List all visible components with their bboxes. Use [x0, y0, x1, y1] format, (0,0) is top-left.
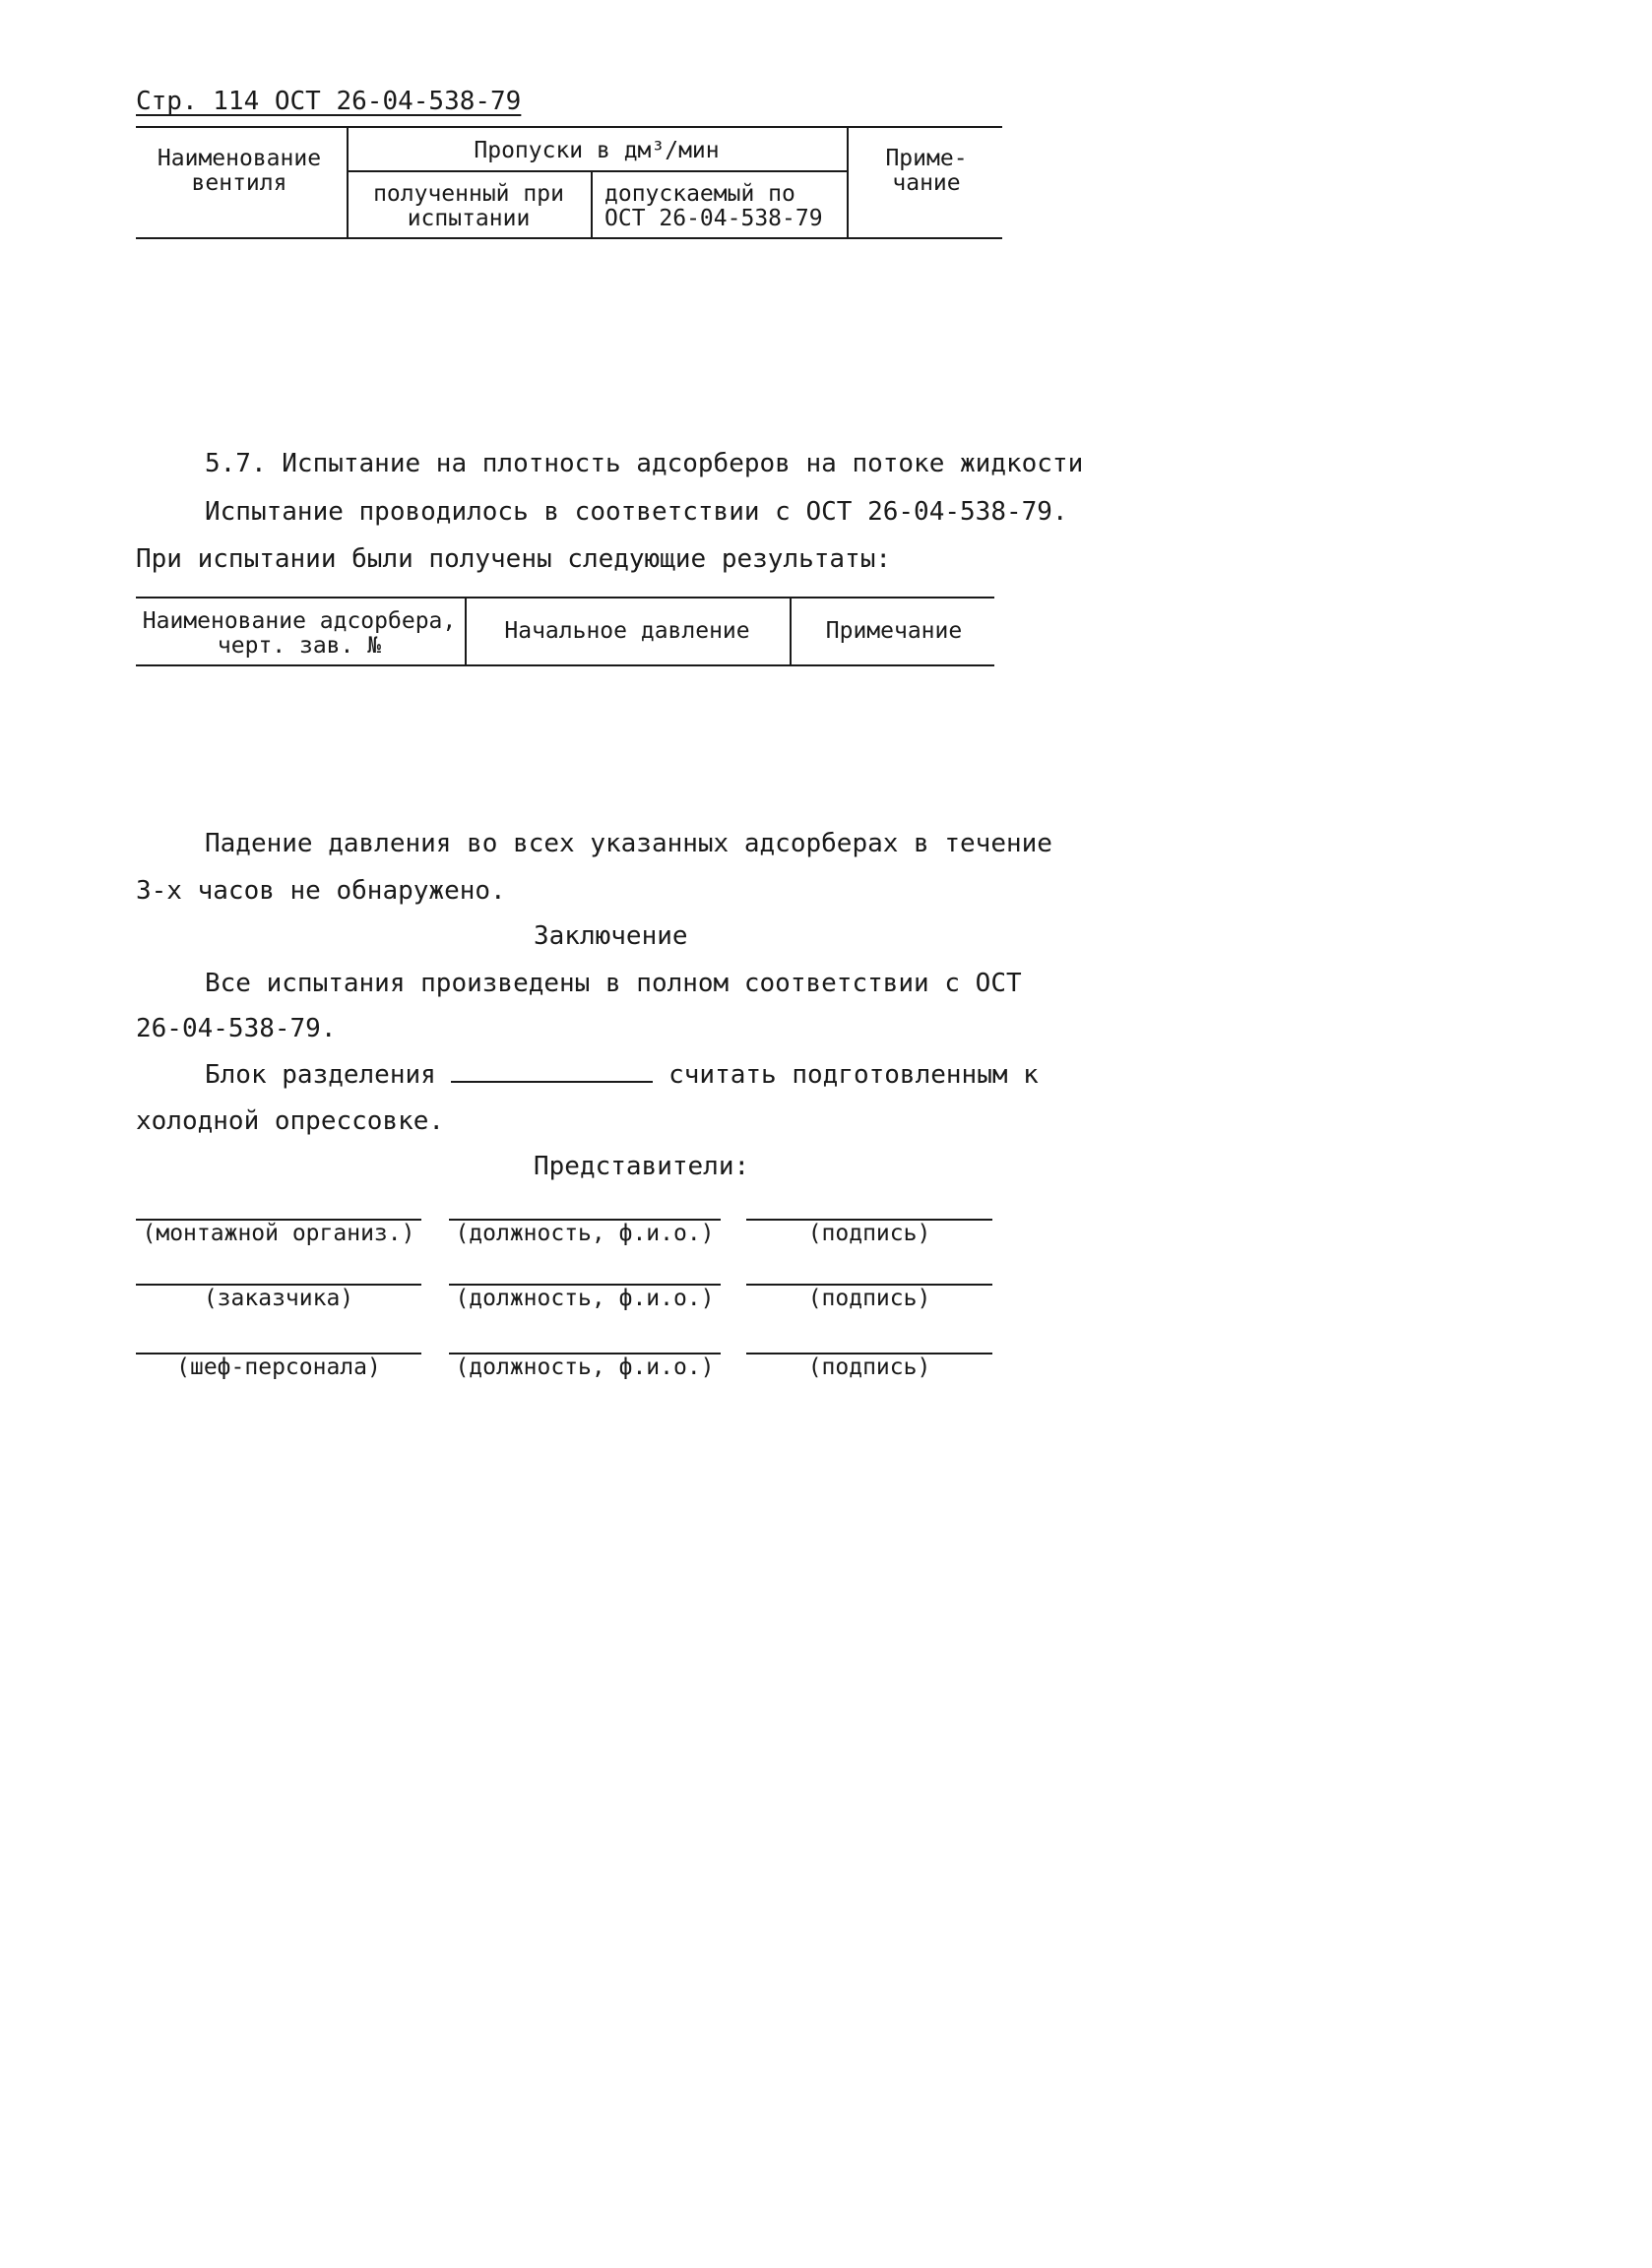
- conclusion-line4: холодной опрессовке.: [136, 1106, 445, 1136]
- table1-top-border: [136, 126, 1002, 128]
- result-line2: 3-х часов не обнаружено.: [136, 876, 506, 906]
- table1-header-note: Приме- чание: [885, 146, 968, 196]
- table2-header-name: Наименование адсорбера, черт. зав. №: [142, 608, 457, 659]
- conclusion-line2: 26-04-538-79.: [136, 1014, 337, 1043]
- section-paragraph-line1: Испытание проводилось в соответствии с ОСТ 26-04-538-79.: [205, 497, 1068, 527]
- table1-header-obtained: полученный при испытании: [373, 181, 564, 231]
- table1-divider-2: [591, 171, 593, 237]
- conclusion-title: Заключение: [534, 921, 688, 951]
- conclusion-line1: Все испытания произведены в полном соответствии с ОСТ: [205, 969, 1022, 998]
- caption-org: (шеф-персонала): [176, 1354, 381, 1380]
- table2-top-border: [136, 597, 994, 598]
- caption-sign: (подпись): [807, 1354, 931, 1380]
- table1-subheader-border: [347, 170, 847, 172]
- block-label: Блок разделения: [205, 1060, 436, 1090]
- table1-header-name: Наименование вентиля: [157, 146, 322, 196]
- table2-divider-2: [790, 598, 792, 664]
- table1-header-passes: Пропуски в дм³/мин: [474, 138, 720, 163]
- page-reference: Стр. 114 ОСТ 26-04-538-79: [136, 87, 522, 116]
- caption-sign: (подпись): [807, 1221, 931, 1246]
- block-blank-field: [451, 1063, 653, 1083]
- table1-divider-1: [347, 128, 349, 237]
- caption-position: (должность, ф.и.о.): [455, 1286, 715, 1311]
- section-heading: 5.7. Испытание на плотность адсорберов на потоке жидкости: [205, 449, 1084, 478]
- caption-position: (должность, ф.и.о.): [455, 1354, 715, 1380]
- caption-org: (монтажной организ.): [142, 1221, 415, 1246]
- section-paragraph-line2: При испытании были получены следующие результаты:: [136, 544, 892, 574]
- table2-header-note: Примечание: [825, 618, 963, 644]
- table1-bottom-border: [136, 237, 1002, 239]
- representatives-title: Представители:: [534, 1152, 750, 1181]
- result-line1: Падение давления во всех указанных адсорберах в течение: [205, 829, 1052, 858]
- table2-divider-1: [465, 598, 467, 664]
- block-label-after: считать подготовленным к: [668, 1060, 1039, 1090]
- table1-divider-3: [847, 128, 849, 237]
- caption-sign: (подпись): [807, 1286, 931, 1311]
- caption-org: (заказчика): [203, 1286, 354, 1311]
- table2-header-pressure: Начальное давление: [504, 618, 750, 644]
- conclusion-block-line: [205, 1062, 1039, 1088]
- caption-position: (должность, ф.и.о.): [455, 1221, 715, 1246]
- table1-header-allowed: допускаемый по ОСТ 26-04-538-79: [604, 181, 823, 231]
- table2-bottom-border: [136, 664, 994, 666]
